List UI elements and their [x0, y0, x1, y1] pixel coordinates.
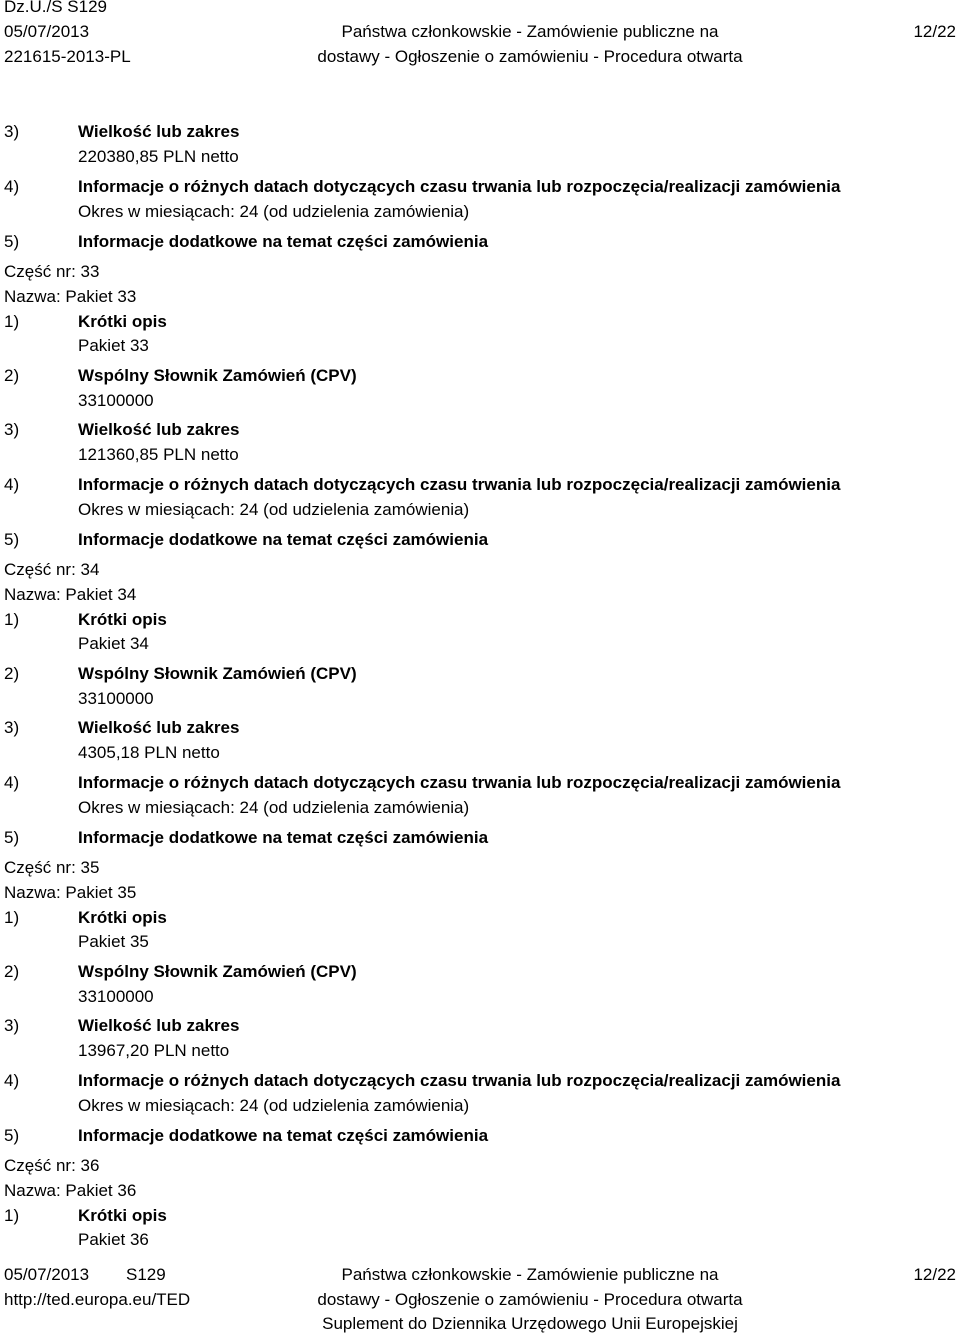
journal-ref: Dz.U./S S129 — [4, 0, 107, 16]
scope-value: 121360,85 PLN netto — [78, 445, 239, 464]
item-number: 2) — [4, 664, 20, 683]
footer-url: http://ted.europa.eu/TED — [4, 1290, 191, 1309]
period-value: Okres w miesiącach: 24 (od udzielenia zamówienia) — [78, 202, 470, 221]
short-desc-label: Krótki opis — [78, 312, 167, 331]
footer-title-line1: Państwa członkowskie - Zamówienie publiczne na — [341, 1265, 719, 1284]
item-number: 2) — [4, 366, 20, 385]
header-title-line2: dostawy - Ogłoszenie o zamówieniu - Procedura otwarta — [317, 47, 743, 66]
scope-label: Wielkość lub zakres — [78, 122, 240, 141]
doc-id: 221615-2013-PL — [4, 47, 131, 66]
cpv-value: 33100000 — [78, 391, 154, 410]
dates-info-label: Informacje o różnych datach dotyczących czasu trwania lub rozpoczęcia/realizacji zamówienia — [78, 1071, 841, 1090]
scope-label: Wielkość lub zakres — [78, 420, 240, 439]
cpv-label: Wspólny Słownik Zamówień (CPV) — [78, 664, 357, 683]
item-number: 1) — [4, 1206, 20, 1225]
part-number: Część nr: 36 — [4, 1156, 100, 1175]
dates-info-label: Informacje o różnych datach dotyczących czasu trwania lub rozpoczęcia/realizacji zamówienia — [78, 475, 841, 494]
item-number: 2) — [4, 962, 20, 981]
additional-info-label: Informacje dodatkowe na temat części zamówienia — [78, 1126, 489, 1145]
part-number: Część nr: 35 — [4, 858, 100, 877]
scope-label: Wielkość lub zakres — [78, 718, 240, 737]
cpv-value: 33100000 — [78, 689, 154, 708]
header-page-number: 12/22 — [913, 22, 956, 41]
short-desc-label: Krótki opis — [78, 908, 167, 927]
item-number: 3) — [4, 718, 20, 737]
item-number: 1) — [4, 312, 20, 331]
item-number: 4) — [4, 773, 20, 792]
footer-supplement: Suplement do Dziennika Urzędowego Unii Europejskiej — [322, 1314, 738, 1333]
short-desc-value: Pakiet 33 — [78, 336, 149, 355]
part-name: Nazwa: Pakiet 33 — [4, 287, 137, 306]
part-name: Nazwa: Pakiet 36 — [4, 1181, 137, 1200]
additional-info-label: Informacje dodatkowe na temat części zamówienia — [78, 828, 489, 847]
item-number: 4) — [4, 177, 20, 196]
footer-page-number: 12/22 — [913, 1265, 956, 1284]
header-title-line1: Państwa członkowskie - Zamówienie publiczne na — [341, 22, 719, 41]
cpv-label: Wspólny Słownik Zamówień (CPV) — [78, 366, 357, 385]
part-name: Nazwa: Pakiet 34 — [4, 585, 137, 604]
item-number: 3) — [4, 122, 20, 141]
item-number: 5) — [4, 232, 20, 251]
item-number: 3) — [4, 420, 20, 439]
item-number: 4) — [4, 475, 20, 494]
item-number: 1) — [4, 610, 20, 629]
period-value: Okres w miesiącach: 24 (od udzielenia zamówienia) — [78, 1096, 470, 1115]
additional-info-label: Informacje dodatkowe na temat części zamówienia — [78, 232, 489, 251]
short-desc-value: Pakiet 35 — [78, 932, 149, 951]
header-date: 05/07/2013 — [4, 22, 90, 41]
short-desc-label: Krótki opis — [78, 610, 167, 629]
cpv-value: 33100000 — [78, 987, 154, 1006]
scope-value: 220380,85 PLN netto — [78, 147, 239, 166]
item-number: 3) — [4, 1016, 20, 1035]
part-name: Nazwa: Pakiet 35 — [4, 883, 137, 902]
additional-info-label: Informacje dodatkowe na temat części zamówienia — [78, 530, 489, 549]
dates-info-label: Informacje o różnych datach dotyczących czasu trwania lub rozpoczęcia/realizacji zamówienia — [78, 177, 841, 196]
short-desc-value: Pakiet 34 — [78, 634, 149, 653]
item-number: 5) — [4, 530, 20, 549]
part-number: Część nr: 33 — [4, 262, 100, 281]
cpv-label: Wspólny Słownik Zamówień (CPV) — [78, 962, 357, 981]
item-number: 5) — [4, 828, 20, 847]
short-desc-value: Pakiet 36 — [78, 1230, 149, 1249]
period-value: Okres w miesiącach: 24 (od udzielenia zamówienia) — [78, 798, 470, 817]
short-desc-label: Krótki opis — [78, 1206, 167, 1225]
footer-date: 05/07/2013 — [4, 1265, 90, 1284]
scope-value: 13967,20 PLN netto — [78, 1041, 230, 1060]
footer-title-line2: dostawy - Ogłoszenie o zamówieniu - Procedura otwarta — [317, 1290, 743, 1309]
dates-info-label: Informacje o różnych datach dotyczących czasu trwania lub rozpoczęcia/realizacji zamówienia — [78, 773, 841, 792]
scope-label: Wielkość lub zakres — [78, 1016, 240, 1035]
scope-value: 4305,18 PLN netto — [78, 743, 220, 762]
period-value: Okres w miesiącach: 24 (od udzielenia zamówienia) — [78, 500, 470, 519]
item-number: 4) — [4, 1071, 20, 1090]
item-number: 5) — [4, 1126, 20, 1145]
item-number: 1) — [4, 908, 20, 927]
footer-issue: S129 — [126, 1265, 166, 1284]
part-number: Część nr: 34 — [4, 560, 100, 579]
